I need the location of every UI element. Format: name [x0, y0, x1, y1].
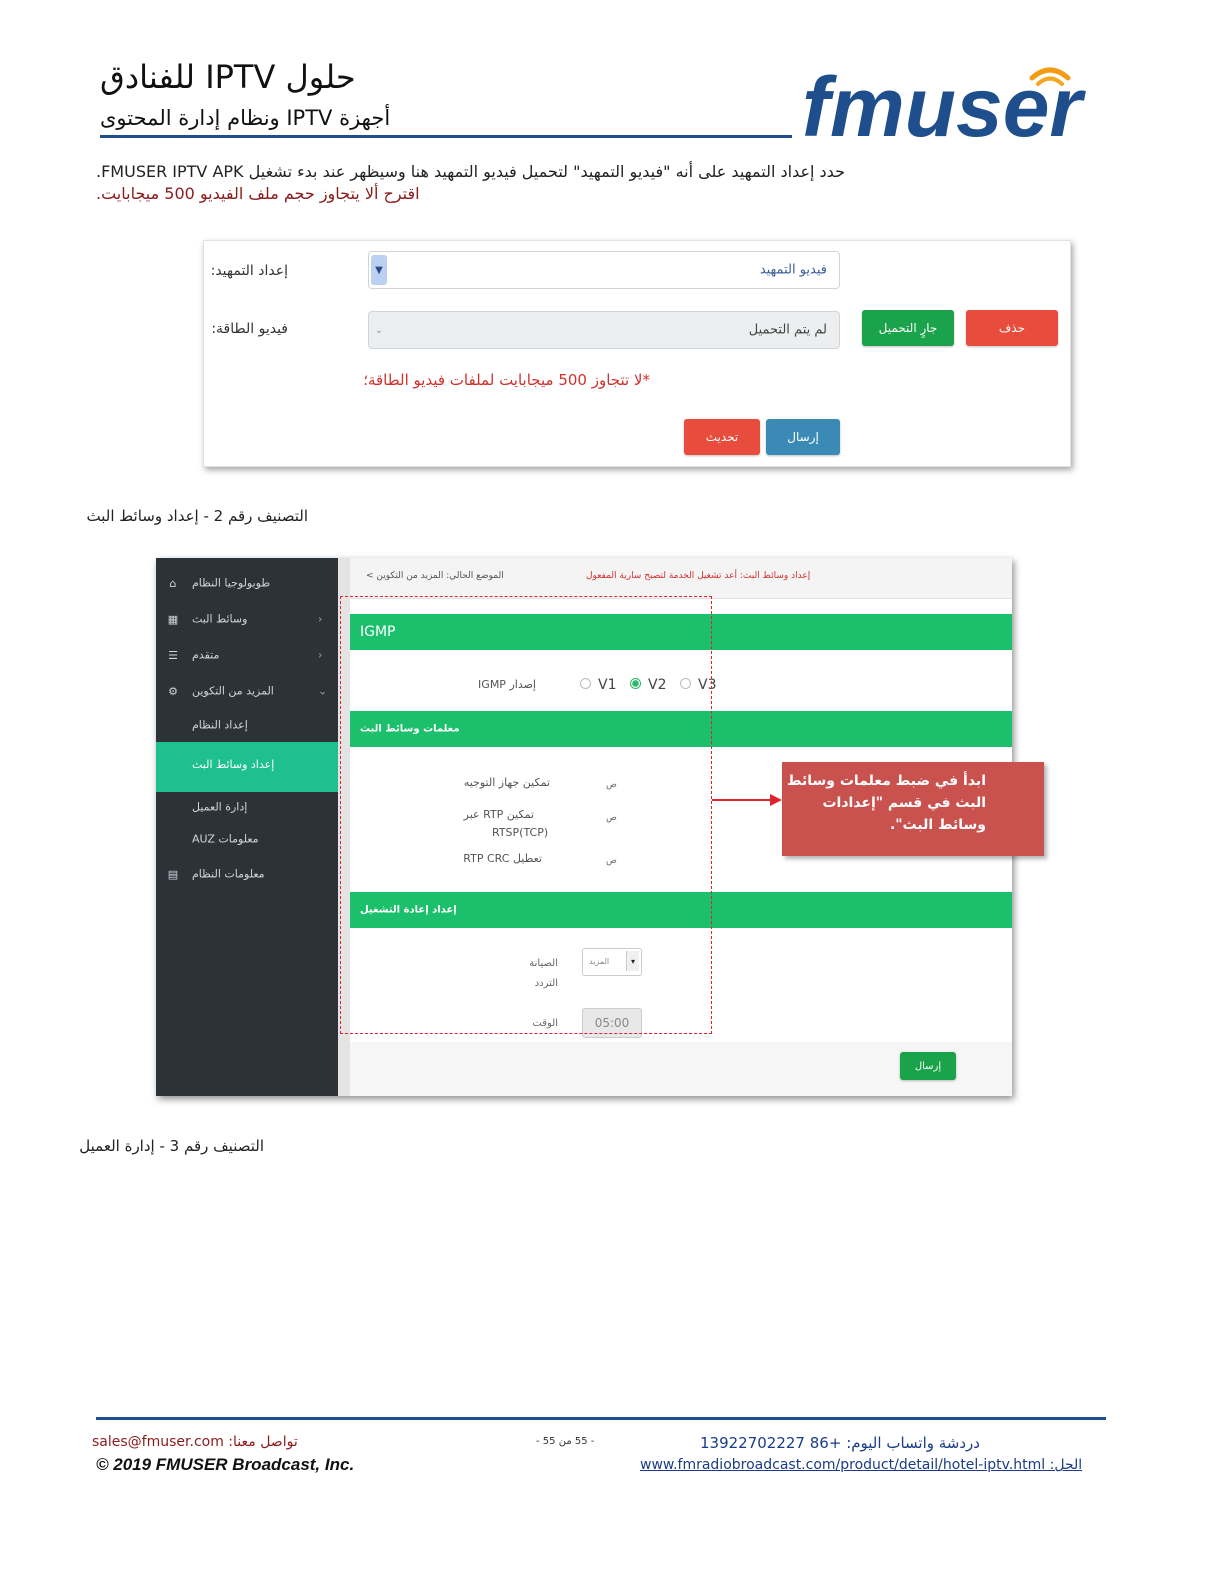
- footer-phone[interactable]: دردشة واتساب اليوم: +86 13922702227: [700, 1434, 980, 1452]
- server-icon: ▤: [167, 867, 179, 881]
- param-rtp-label: تمكين RTP عبر: [463, 808, 534, 821]
- footer-email[interactable]: تواصل معنا: sales@fmuser.com: [92, 1434, 298, 1450]
- frequency-label: التردد: [534, 978, 558, 989]
- time-input[interactable]: 05:00: [582, 1008, 642, 1038]
- caption-category-2: التصنيف رقم 2 - إعداد وسائط البث: [86, 507, 308, 525]
- top-bar: [350, 558, 1012, 599]
- params-section-header: معلمات وسائط البث: [350, 711, 1012, 747]
- film-icon: ▦: [167, 612, 179, 626]
- highlight-box: [340, 596, 712, 1034]
- frequency-select[interactable]: المزيد ▾: [582, 948, 642, 976]
- sidebar-item-more-config[interactable]: ⚙ المزيد من التكوين ⌄: [156, 678, 338, 704]
- restart-section-header: إعداد إعادة التشغيل: [350, 892, 1012, 928]
- sidebar-item-streaming-media[interactable]: ▦ وسائط البث ‹: [167, 612, 323, 626]
- callout-box: [782, 762, 1044, 856]
- chevron-down-icon: ▼: [371, 255, 387, 285]
- footer-url-link[interactable]: الحل: www.fmradiobroadcast.com/product/detail/hotel-iptv.html: [640, 1457, 1083, 1473]
- chevron-left-icon: ‹: [318, 612, 323, 626]
- breadcrumb: الموضع الحالي: المزيد من التكوين >: [366, 571, 504, 581]
- callout-text: ابدأ في ضبط معلمات وسائط البث في قسم "إعدادات وسائط البث".: [787, 773, 986, 833]
- send-button[interactable]: إرسال: [766, 419, 840, 455]
- power-video-value: لم يتم التحميل: [748, 322, 827, 338]
- param-router-label: تمكين جهاز التوجيه: [463, 776, 550, 789]
- igmp-version-label: إصدار IGMP: [478, 678, 536, 691]
- intro-line-1: حدد إعداد التمهيد على أنه "فيديو التمهيد" لتحميل فيديو التمهيد هنا وسيظهر عند بدء تشغيل FMUSER IPTV APK.: [96, 162, 845, 181]
- page-number: - 55 من 55 -: [536, 1436, 595, 1447]
- boot-setting-select[interactable]: [368, 251, 840, 289]
- list-icon: ☰: [168, 648, 178, 662]
- igmp-v3-label: V3: [698, 677, 717, 693]
- igmp-section-header: IGMP: [350, 614, 1012, 650]
- time-label: الوقت: [532, 1018, 558, 1029]
- restart-notice: إعداد وسائط البث: أعد تشغيل الخدمة لتصبح سارية المفعول: [586, 571, 811, 581]
- param-crc-value[interactable]: ص: [606, 856, 617, 866]
- arrow-right-icon: [712, 792, 784, 808]
- caption-category-3: التصنيف رقم 3 - إدارة العميل: [79, 1137, 264, 1155]
- igmp-v1-label: V1: [598, 677, 617, 693]
- boot-setting-value: فيديو التمهيد: [759, 262, 827, 278]
- sidebar-item-system-info[interactable]: ▤ معلومات النظام: [167, 867, 265, 881]
- boot-setting-label: إعداد التمهيد:: [210, 263, 288, 279]
- sidebar-item-streaming-settings[interactable]: إعداد وسائط البث: [156, 742, 338, 792]
- sidebar-item-advanced[interactable]: ☰ متقدم ‹: [156, 642, 338, 668]
- sidebar: [156, 558, 338, 1096]
- size-warning: *لا تتجاوز 500 ميجابايت لملفات فيديو الطاقة؛: [363, 371, 650, 389]
- header-rule: [100, 135, 792, 138]
- power-video-label: فيديو الطاقة:: [211, 321, 288, 337]
- intro-line-2: اقترح ألا يتجاوز حجم ملف الفيديو 500 ميجابايت.: [96, 184, 420, 203]
- uploading-button[interactable]: جارٍ التحميل: [862, 310, 954, 346]
- power-video-select[interactable]: [368, 311, 840, 349]
- param-router-value[interactable]: ص: [606, 780, 617, 790]
- fmuser-logo: [800, 56, 1100, 146]
- chevron-down-icon: ⌄: [318, 684, 328, 698]
- sidebar-item-client-management[interactable]: إدارة العميل: [192, 800, 248, 814]
- boot-settings-panel: [203, 240, 1071, 467]
- logo-text: fmuser: [802, 60, 1083, 146]
- gears-icon: ⚙: [168, 684, 178, 698]
- param-rtp-value[interactable]: ص: [606, 813, 617, 823]
- sidebar-item-auz-info[interactable]: معلومات AUZ: [192, 832, 259, 846]
- chevron-down-icon: ⌄: [374, 324, 384, 336]
- document-title: حلول IPTV للفنادق: [100, 58, 356, 96]
- footer-copyright: © 2019 FMUSER Broadcast, Inc.: [96, 1455, 355, 1474]
- delete-button[interactable]: حذف: [966, 310, 1058, 346]
- igmp-v2-label: V2: [648, 677, 667, 693]
- chevron-left-icon: ‹: [318, 648, 323, 662]
- param-rtp-label-2: RTSP(TCP): [492, 826, 549, 839]
- footer-rule: [96, 1417, 1106, 1420]
- caret-down-icon: ▾: [626, 951, 639, 971]
- param-crc-label: تعطيل RTP CRC: [463, 852, 542, 865]
- sidebar-item-topology[interactable]: ⌂ طوبولوجيا النظام: [156, 570, 338, 596]
- sidebar-item-system-settings[interactable]: إعداد النظام: [192, 718, 248, 732]
- refresh-button[interactable]: تحديث: [684, 419, 760, 455]
- home-icon: ⌂: [169, 576, 177, 590]
- document-subtitle: أجهزة IPTV ونظام إدارة المحتوى: [100, 106, 391, 130]
- maintenance-label: الصيانة: [529, 958, 558, 969]
- submit-button[interactable]: إرسال: [900, 1052, 956, 1080]
